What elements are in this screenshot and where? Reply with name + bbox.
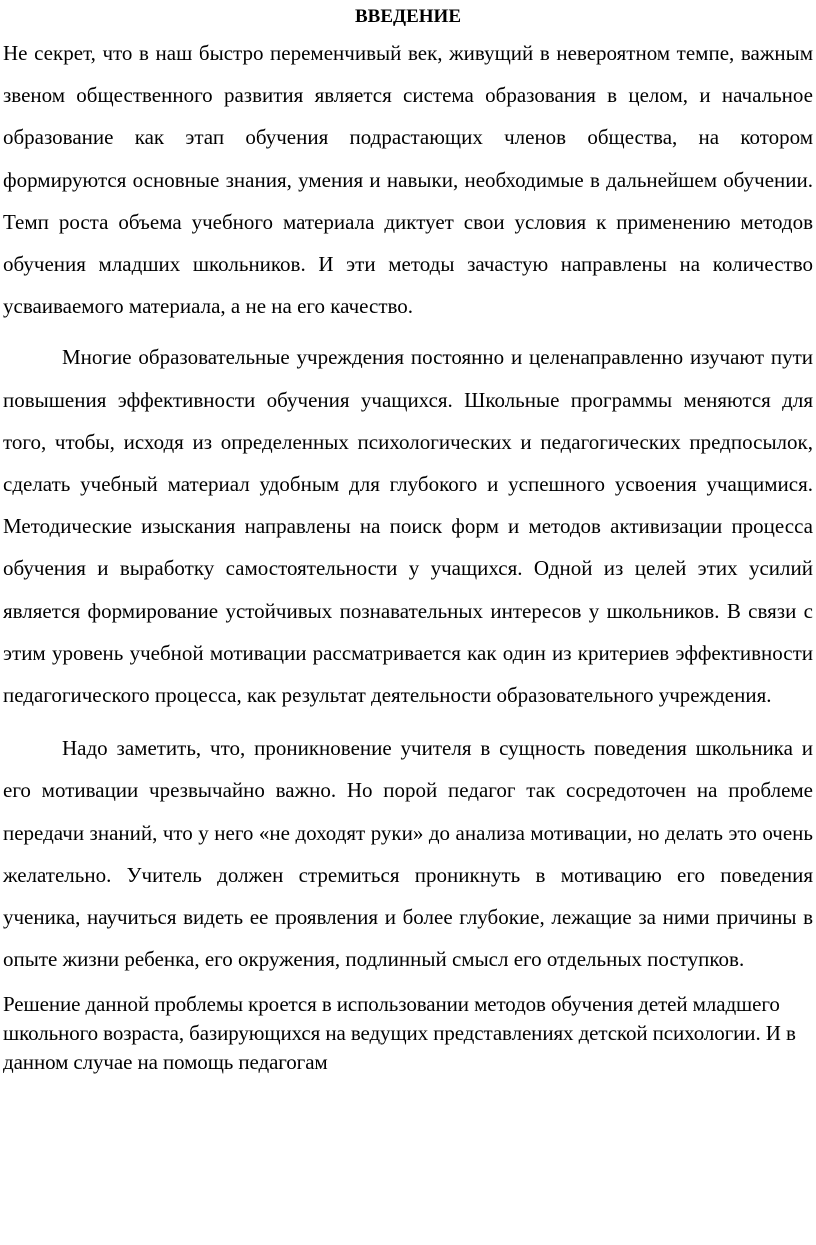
document-title: ВВЕДЕНИЕ [355,6,461,27]
paragraph-3: Надо заметить, что, проникновение учителя в сущность поведения школьника и его мотивации чрезвычайно важно. Но порой педагог так сосредоточен на проблеме передачи знаний, что у него «не доходят руки» до анализа мотивации, но делать это очень желательно. Учитель должен стремиться проникнуть в мотивацию его поведения ученика, научиться видеть ее проявления и более глубокие, лежащие за ними причины в опыте жизни ребенка, его окружения, подлинный смысл его отдельных поступков. [3,736,813,972]
paragraph-4: Решение данной проблемы кроется в использовании методов обучения детей младшего школьного возраста, базирующихся на ведущих представлениях детской психологии. И в данном случае на помощь педагогам [3,992,796,1075]
paragraph-2: Многие образовательные учреждения постоянно и целенаправленно изучают пути повышения эффективности обучения учащихся. Школьные программы меняются для того, чтобы, исходя из определенных психологических и педагогических предпосылок, сделать учебный материал удобным для глубокого и успешного усвоения учащимися. Методические изыскания направлены на поиск форм и методов активизации процесса обучения и выработку самостоятельности у учащихся. Одной из целей этих усилий является формирование устойчивых познавательных интересов у школьников. В связи с этим уровень учебной мотивации рассматривается как один из критериев эффективности педагогического процесса, как результат деятельности образовательного учреждения. [3,345,813,708]
paragraph-1: Не секрет, что в наш быстро переменчивый век, живущий в невероятном темпе, важным звеном общественного развития является система образования в целом, и начальное образование как этап обучения подрастающих членов общества, на котором формируются основные знания, умения и навыки, необходимые в дальнейшем обучении. Темп роста объема учебного материала диктует свои условия к применению методов обучения младших школьников. И эти методы зачастую направлены на количество усваиваемого материала, а не на его качество. [3,41,813,319]
